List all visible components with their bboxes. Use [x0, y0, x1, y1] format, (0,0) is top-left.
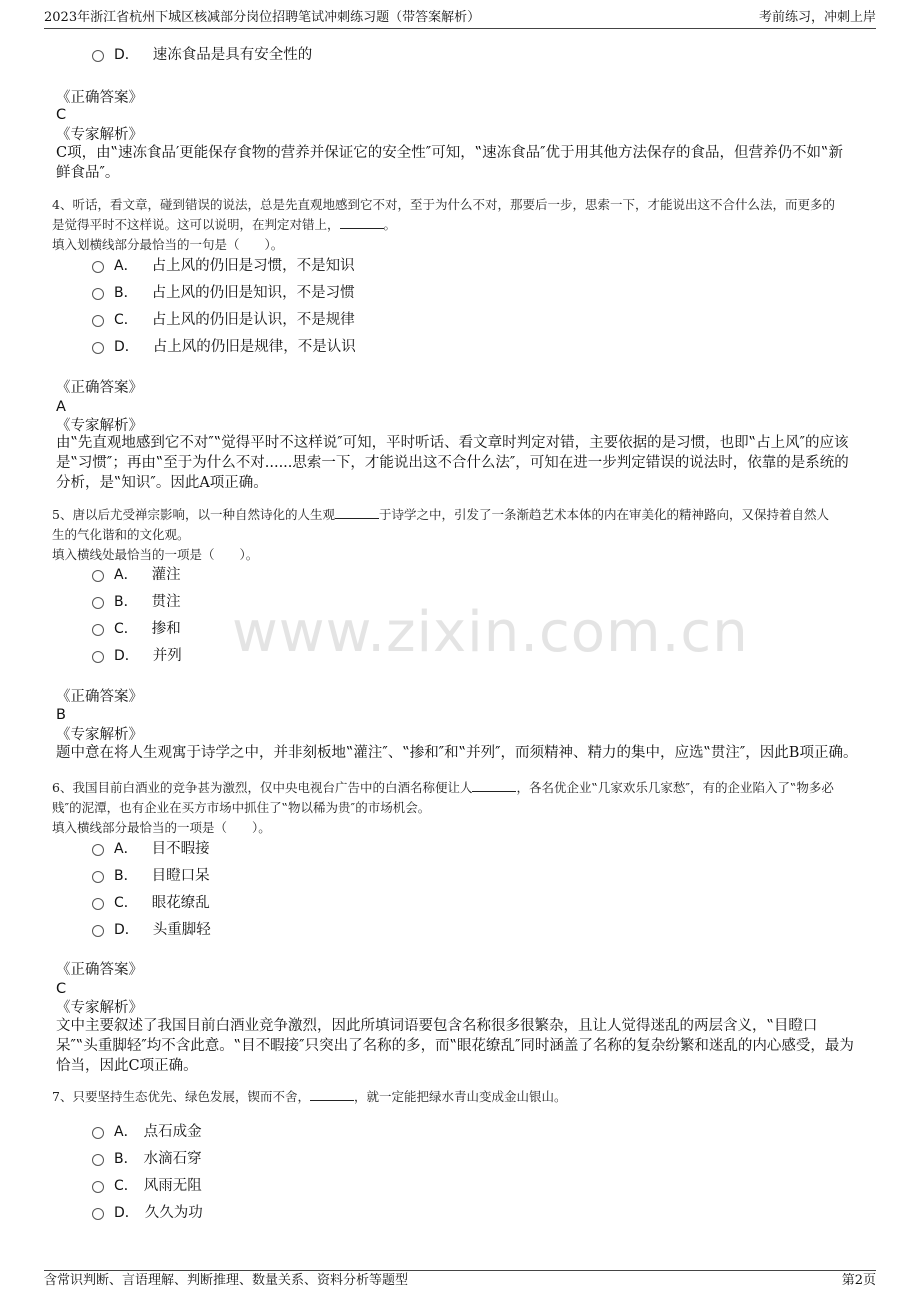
footer-categories: 含常识判断、言语理解、判断推理、数量关系、资料分析等题型 [44, 1273, 409, 1288]
header-slogan: 考前练习，冲刺上岸 [758, 10, 876, 25]
radio-icon[interactable] [92, 1208, 104, 1220]
radio-icon[interactable] [92, 925, 104, 937]
fill-blank [335, 506, 379, 519]
q3-analysis: C项，由‟速冻食品′更能保存食物的营养并保证它的安全性″可知，‟速冻食品″优于用其他方法保存的食品，但营养仍不如‟新 鲜食品″。 [56, 145, 843, 181]
radio-icon[interactable] [92, 1181, 104, 1193]
q5-answer: B [56, 707, 66, 723]
watermark: www.zixin.com.cn [232, 600, 749, 665]
q4-option-c[interactable]: C． 占上风的仍旧是认识，不是规律 [92, 309, 355, 331]
answer-label: 《正确答案》 [56, 90, 143, 106]
analysis-label: 《专家解析》 [56, 1000, 143, 1016]
analysis-label: 《专家解析》 [56, 127, 143, 143]
q4-option-d[interactable]: D． 占上风的仍旧是规律，不是认识 [92, 336, 356, 358]
q4-analysis: 由‟先直观地感到它不对″‟觉得平时不这样说″可知，平时听话、看文章时判定对错，主要依据的是习惯，也即‟占上风″的应该 是‟习惯″；再由‟至于为什么不对......思索一下，才能说出这不合什么法″，可知在进一步判定错误的说法时，依靠的是系统的 分析，是‟知识″。因此A项正确。 [56, 435, 849, 491]
answer-label: 《正确答案》 [56, 962, 143, 978]
radio-icon[interactable] [92, 597, 104, 609]
q6-answer: C [56, 981, 67, 997]
radio-icon[interactable] [92, 342, 104, 354]
answer-label: 《正确答案》 [56, 689, 143, 705]
radio-icon[interactable] [92, 315, 104, 327]
analysis-label: 《专家解析》 [56, 418, 143, 434]
q4-stem: 4、听话，看文章，碰到错误的说法，总是先直观地感到它不对，至于为什么不对，那要后一步，思索一下，才能说出这不合什么法，而更多的 是觉得平时不这样说。这可以说明，在判定对错上， 。 填入划横线部分最恰当的一句是（ ）。 [52, 197, 835, 252]
answer-label: 《正确答案》 [56, 380, 143, 396]
radio-icon[interactable] [92, 1127, 104, 1139]
fill-blank [472, 779, 516, 792]
q7-option-d[interactable]: D． 久久为功 [92, 1202, 203, 1224]
q3-answer: C [56, 107, 67, 123]
page-footer [44, 1270, 876, 1291]
document-title: 2023年浙江省杭州下城区核减部分岗位招聘笔试冲刺练习题（带答案解析） [44, 10, 481, 25]
q5-stem: 5、唐以后尤受禅宗影响，以一种自然诗化的人生观 于诗学之中，引发了一条渐趋艺术本体的内在审美化的精神路向，又保持着自然人 生的气化谐和的文化观。 填入横线处最恰当的一项是（ ）。 [52, 507, 829, 562]
page-header [44, 8, 876, 29]
q7-stem: 7、只要坚持生态优先、绿色发展，锲而不舍， ，就一定能把绿水青山变成金山银山。 [52, 1089, 567, 1104]
q7-option-c[interactable]: C． 风雨无阻 [92, 1175, 202, 1197]
q6-option-b[interactable]: B． 目瞪口呆 [92, 865, 210, 887]
q6-analysis: 文中主要叙述了我国目前白酒业竞争激烈，因此所填词语要包含名称很多很繁杂，且让人觉得迷乱的两层含义，‟目瞪口 呆″‟头重脚轻″均不含此意。‟目不暇接″只突出了名称的多，而‟眼花缭乱″同时涵盖了名称的复杂纷繁和迷乱的内心感受，最为 恰当，因此C项正确。 [56, 1018, 854, 1074]
radio-icon[interactable] [92, 261, 104, 273]
q5-analysis: 题中意在将人生观寓于诗学之中，并非刻板地‟灌注″、‟掺和″和‟并列″，而须精神、精力的集中，应选‟贯注″，因此B项正确。 [56, 745, 858, 761]
q5-option-b[interactable]: B． 贯注 [92, 591, 181, 613]
radio-icon[interactable] [92, 898, 104, 910]
q5-option-a[interactable]: A． 灌注 [92, 564, 181, 586]
q7-option-a[interactable]: A． 点石成金 [92, 1121, 202, 1143]
q6-option-d[interactable]: D． 头重脚轻 [92, 919, 211, 941]
q6-option-c[interactable]: C． 眼花缭乱 [92, 892, 210, 914]
radio-icon[interactable] [92, 570, 104, 582]
radio-icon[interactable] [92, 651, 104, 663]
radio-icon[interactable] [92, 288, 104, 300]
fill-blank [310, 1088, 354, 1101]
q6-stem: 6、我国目前白酒业的竞争甚为激烈，仅中央电视台广告中的白酒名称便让人 ，各名优企业‟几家欢乐几家愁″，有的企业陷入了‟物多必 贱″的泥潭，也有企业在买方市场中抓住了‟物以稀为贵″的市场机会。 填入横线部分最恰当的一项是（ ）。 [52, 780, 834, 835]
q5-option-d[interactable]: D． 并列 [92, 645, 182, 667]
page-number: 第2页 [841, 1273, 876, 1288]
radio-icon[interactable] [92, 1154, 104, 1166]
fill-blank [340, 216, 384, 229]
analysis-label: 《专家解析》 [56, 727, 143, 743]
radio-icon[interactable] [92, 871, 104, 883]
q7-option-b[interactable]: B． 水滴石穿 [92, 1148, 202, 1170]
q5-option-c[interactable]: C． 掺和 [92, 618, 181, 640]
q4-option-a[interactable]: A． 占上风的仍旧是习惯，不是知识 [92, 255, 355, 277]
q6-option-a[interactable]: A． 目不暇接 [92, 838, 210, 860]
q4-option-b[interactable]: B． 占上风的仍旧是知识，不是习惯 [92, 282, 355, 304]
radio-icon[interactable] [92, 50, 104, 62]
q4-answer: A [56, 399, 66, 415]
radio-icon[interactable] [92, 624, 104, 636]
radio-icon[interactable] [92, 844, 104, 856]
q3-option-d[interactable]: D． 速冻食品是具有安全性的 [92, 44, 312, 66]
